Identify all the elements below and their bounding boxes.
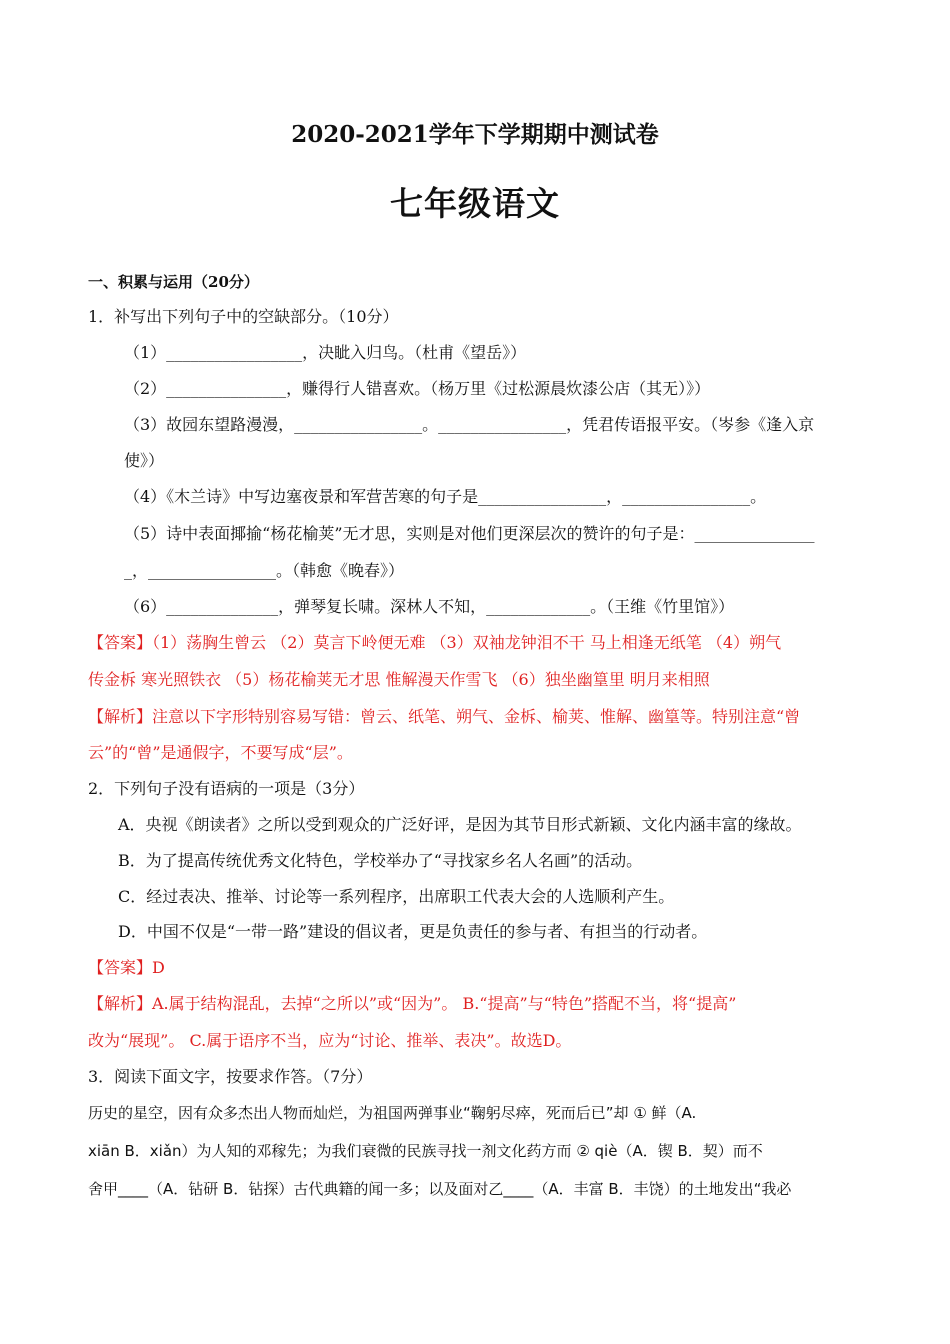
exam-title: 2020-2021学年下学期期中测试卷	[291, 121, 659, 148]
q2-analysis-cont: 改为“展现”。 C.属于语序不当，应为“讨论、推举、表决”。故选D。	[88, 1031, 572, 1050]
q2-option-d: D．中国不仅是“一带一路”建设的倡议者，更是负责任的参与者、有担当的行动者。	[118, 922, 708, 941]
q1-item-3: （3）故园东望路漫漫，________________。________________，凭君传语报平安。（岑参《逢入京	[124, 415, 815, 434]
q1-item-5: （5）诗中表面揶揄“杨花榆荚”无才思，实则是对他们更深层次的赞许的句子是：_______________	[124, 524, 815, 543]
q1-item-4: （4）《木兰诗》中写边塞夜景和军营苦寒的句子是________________，________________。	[124, 487, 767, 506]
q1-item-6: （6）______________，弹琴复长啸。深林人不知，_____________。（王维《竹里馆》）	[124, 597, 735, 616]
q2-option-c: C．经过表决、推举、讨论等一系列程序，出席职工代表大会的人选顺利产生。	[118, 887, 675, 906]
q2-analysis: 【解析】A.属于结构混乱，去掉“之所以”或“因为”。 B.“提高”与“特色”搭配不当，将“提高”	[88, 994, 737, 1013]
subject-title: 七年级语文	[390, 184, 560, 223]
q3-passage-line-3: 舍甲____（A．钻研 B．钻探）古代典籍的闻一多；以及面对乙____（A．丰富 B．丰饶）的土地发出“我必	[88, 1180, 792, 1198]
q2-answer: 【答案】D	[88, 958, 165, 977]
q1-item-2: （2）_______________，赚得行人错喜欢。（杨万里《过松源晨炊漆公店（其无）》）	[124, 379, 711, 398]
q1-answer: 【答案】（1）荡胸生曾云 （2）莫言下岭便无难 （3）双袖龙钟泪不干 马上相逢无纸笔 （4）朔气	[88, 633, 782, 652]
question-1: 1．补写出下列句子中的空缺部分。（10分）	[88, 307, 399, 326]
q2-option-a: A．央视《朗读者》之所以受到观众的广泛好评，是因为其节目形式新颖、文化内涵丰富的缘故。	[118, 815, 802, 834]
q1-analysis-cont: 云”的“曾”是通假字，不要写成“层”。	[88, 743, 353, 762]
q1-analysis: 【解析】注意以下字形特别容易写错：曾云、纸笔、朔气、金柝、榆荚、惟解、幽篁等。特别注意“曾	[88, 707, 801, 726]
question-2: 2．下列句子没有语病的一项是（3分）	[88, 779, 365, 798]
q1-answer-cont: 传金柝 寒光照铁衣 （5）杨花榆荚无才思 惟解漫天作雪飞 （6）独坐幽篁里 明月来相照	[88, 670, 710, 689]
section-heading: 一、积累与运用（20分）	[88, 273, 259, 291]
q1-item-5-cont: _，________________。（韩愈《晚春》）	[124, 561, 405, 580]
q3-passage-line-1: 历史的星空，因有众多杰出人物而灿烂，为祖国两弹事业“鞠躬尽瘁，死而后已”却 ① 鲜（A.	[88, 1104, 697, 1122]
question-3: 3．阅读下面文字，按要求作答。（7分）	[88, 1067, 373, 1086]
q2-option-b: B．为了提高传统优秀文化特色，学校举办了“寻找家乡名人名画”的活动。	[118, 851, 643, 870]
q3-passage-line-2: xiān B．xiǎn）为人知的邓稼先；为我们衰微的民族寻找一剂文化药方而 ② qiè（A．锲 B．契）而不	[88, 1142, 763, 1160]
q1-item-3-cont: 使》）	[124, 451, 165, 470]
q1-item-1: （1）_________________，决眦入归鸟。（杜甫《望岳》）	[124, 343, 527, 362]
